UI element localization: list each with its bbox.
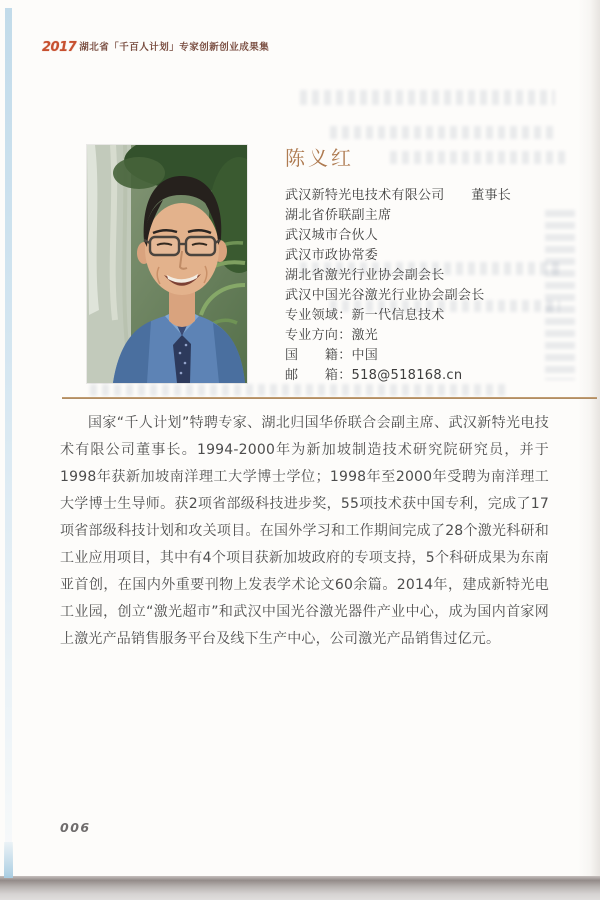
profile-photo (87, 145, 247, 383)
title-line: 武汉中国光谷激光行业协会副会长 (285, 288, 485, 303)
scan-bottom-shadow (0, 876, 600, 900)
bleed-through-artifact (330, 126, 555, 139)
specialty-line: 专业方向：激光 (285, 328, 379, 343)
profile-titles (285, 186, 585, 386)
profile-name: 陈义红 (285, 146, 354, 170)
field-line: 专业领域：新一代信息技术 (285, 308, 445, 323)
bleed-through-artifact (300, 90, 555, 105)
title-line-company: 武汉新特光电技术有限公司 董事长 (285, 188, 512, 203)
portrait-illustration (87, 145, 247, 383)
title-line: 武汉市政协常委 (285, 248, 379, 263)
email-line: 邮 箱：518@518168.cn (285, 368, 463, 383)
header-year: 2017 (42, 40, 77, 55)
page-edge-strip-bottom (4, 842, 13, 878)
page-number: 006 (60, 820, 91, 835)
nationality-line: 国 籍：中国 (285, 348, 379, 363)
header-title: 湖北省「千百人计划」专家创新创业成果集 (79, 42, 270, 53)
separator-rule (62, 397, 597, 399)
page-curve-shadow (578, 0, 600, 878)
title-line: 湖北省侨联副主席 (285, 208, 392, 223)
page-edge-strip (5, 8, 12, 870)
title-line: 武汉城市合伙人 (285, 228, 379, 243)
bio-paragraph: 国家“千人计划”特聘专家、湖北归国华侨联合会副主席、武汉新特光电技术有限公司董事长。1994-2000年为新加坡制造技术研究院研究员，并于1998年获新加坡南洋理工大学博士学位；1998年至2000年受聘为南洋理工大学博士生导师。获2项省部级科技进步奖，55项技术获中国专利，完成了17项省部级科技计划和攻关项目。在国外学习和工作期间完成了28个激光科研和工业应用项目，其中有4个项目获新加坡政府的专项支持，5个科研成果为东南亚首创，在国内外重要刊物上发表学术论文60余篇。2014年，建成新特光电工业园，创立“激光超市”和武汉中国光谷激光器件产业中心，成为国内首家网上激光产品销售服务平台及线下生产中心，公司激光产品销售过亿元。 (60, 415, 549, 647)
title-line: 湖北省激光行业协会副会长 (285, 268, 445, 283)
bleed-through-artifact (390, 151, 565, 164)
running-header (42, 36, 269, 55)
